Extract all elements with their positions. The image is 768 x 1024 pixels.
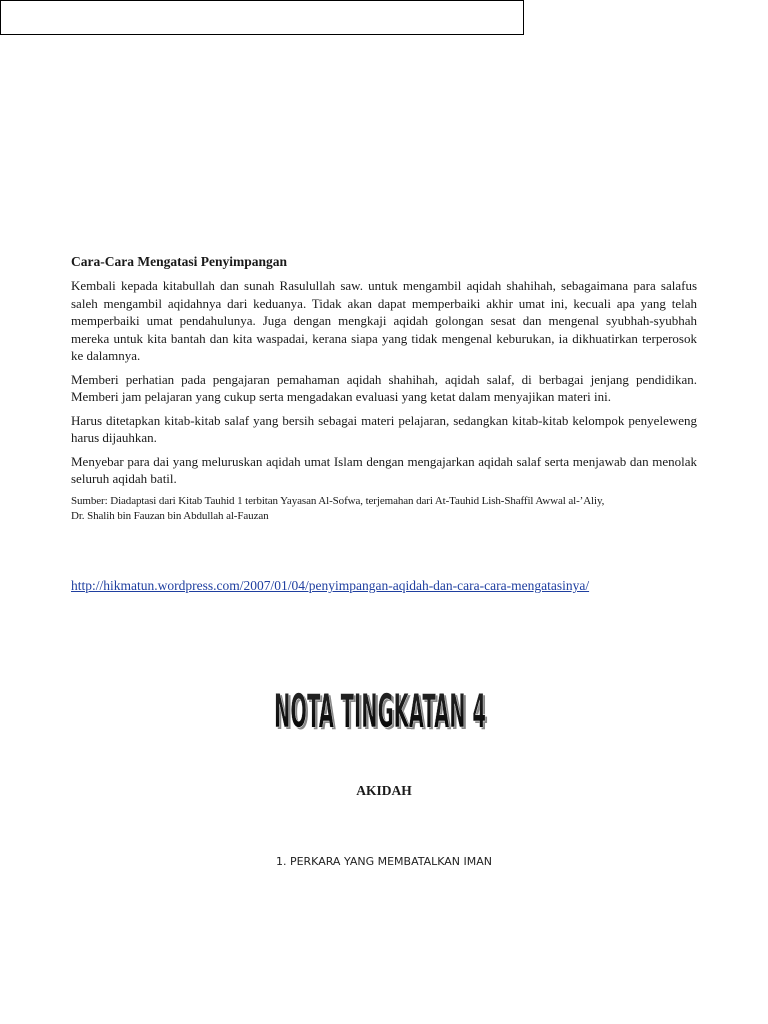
section-subtitle: 1. PERKARA YANG MEMBATALKAN IMAN <box>275 855 493 868</box>
paragraph-1: Kembali kepada kitabullah dan sunah Rasulullah saw. untuk mengambil aqidah shahihah, sebagaimana para salafus saleh mengambil aqidahnya dari keduanya. Tidak akan dapat memperbaiki akhir umat ini, kecuali apa yang telah memperbaiki umat pendahulunya. Juga dengan mengkaji aqidah golongan sesat dan mengenal syubhah-syubhah mereka untuk kita bantah dan kita waspadai, kerana siapa yang tidak mengenal keburukan, ia dikhuatirkan terperosok ke dalamnya. <box>71 278 697 363</box>
source-note-line-2: Dr. Shalih bin Fauzan bin Abdullah al-Fauzan <box>71 509 269 522</box>
wordart-title <box>270 665 495 735</box>
wordart-text: NOTA TINGKATAN 4 <box>274 684 486 735</box>
paragraph-3: Harus ditetapkan kitab-kitab salaf yang bersih sebagai materi pelajaran, sedangkan kitab-kitab kelompok penyeleweng harus dijauhkan. <box>71 412 697 445</box>
article-body <box>71 253 697 524</box>
source-link[interactable]: http://hikmatun.wordpress.com/2007/01/04/penyimpangan-aqidah-dan-cara-cara-mengatasinya/ <box>71 578 590 593</box>
header-box <box>0 0 524 35</box>
article-heading: Cara-Cara Mengatasi Penyimpangan <box>71 254 287 269</box>
source-note-line-1: Sumber: Diadaptasi dari Kitab Tauhid 1 terbitan Yayasan Al-Sofwa, terjemahan dari At-Tauhid Lish-Shaffil Awwal al-’Aliy, <box>71 494 605 507</box>
paragraph-2: Memberi perhatian pada pengajaran pemahaman aqidah shahihah, aqidah salaf, di berbagai jenjang pendidikan. Memberi jam pelajaran yang cukup serta mengadakan evaluasi yang ketat dalam menyajikan materi ini. <box>71 371 697 404</box>
paragraph-4: Menyebar para dai yang meluruskan aqidah umat Islam dengan mengajarkan aqidah salaf serta menjawab dan menolak seluruh aqidah batil. <box>71 453 697 486</box>
section-title: AKIDAH <box>356 783 412 798</box>
wordart-shadow: NOTA TINGKATAN 4 <box>276 686 488 735</box>
